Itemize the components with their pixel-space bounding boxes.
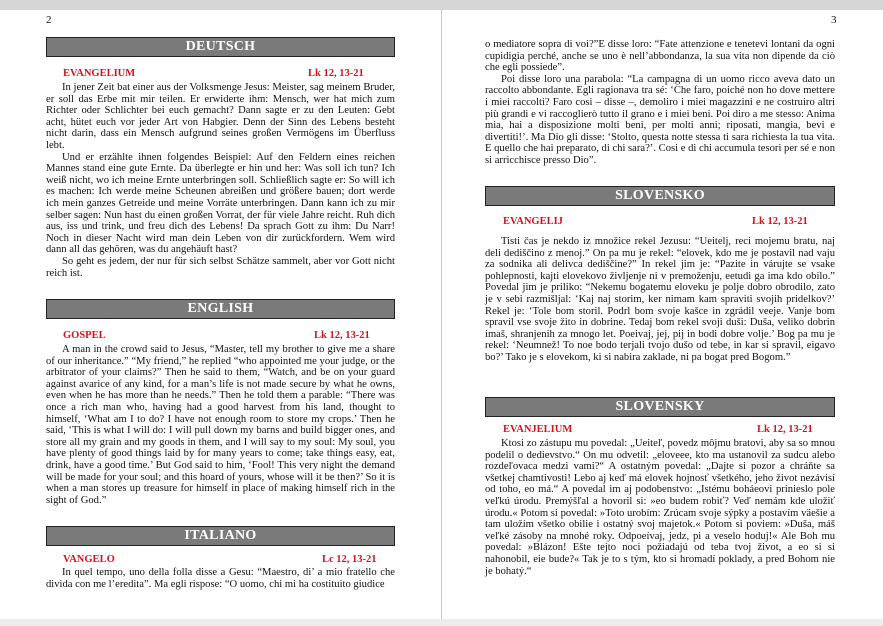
reading-heading-english [46, 329, 395, 342]
reading-heading-italiano [46, 553, 395, 566]
section-italiano [46, 526, 395, 590]
reading-reference: Lk 12, 13-21 [757, 424, 813, 435]
section-banner-english: ENGLISH [46, 299, 395, 319]
section-banner-slovensko: SLOVENSKO [485, 186, 835, 206]
paragraph: In jener Zeit bat einer aus der Volksmenge Jesus: Meister, sag meinem Bruder, er soll das Erbe mit mir teilen. Er erwiderte ihm: Mensch, wer hat mich zum Richter oder Schlichter bei euch gemacht? Dann sagte er zu den Leuten: Gebt acht, hütet euch vor jeder Art von Habgier. Denn der Sinn des Lebens besteht nicht darin, dass ein Mensch aufgrund seines großen Vermögens im Überfluss lebt. [46, 82, 395, 151]
paragraph: So geht es jedem, der nur für sich selbst Schätze sammelt, aber vor Gott nicht reich ist. [46, 255, 395, 279]
section-banner-deutsch: DEUTSCH [46, 37, 395, 57]
reading-label: EVANGELIJ [503, 216, 563, 227]
reading-reference: Lk 12, 13-21 [752, 216, 808, 227]
page-number-right: 3 [831, 14, 837, 26]
paragraph: A man in the crowd said to Jesus, “Master, tell my brother to give me a share of our inheritance.” “My friend,” he replied “who appointed me your judge, or the arbitrator of your claims?” Then he said to them, “Watch, and be on your guard against avarice of any kind, for a man’s life is not made secure by what he owns, even when he has more than he needs.” Then he told them a parable: “There was once a rich man who, having had a good harvest from his land, thought to himself, ‘What am I to do? I have not enough room to store my crops.’ Then he said, ‘This is what I will do: I will pull down my barns and build bigger ones, and store all my grain and my goods in them, and I will say to my soul: My soul, you have plenty of good things laid by for many years to come; take things easy, eat, drink, have a good time.’ But God said to him, ‘Fool! This very night the demand will be made for your soul; and this hoard of yours, whose will it be then?’ So it is when a man stores up treasure for himself in place of making himself rich in the sight of God.” [46, 344, 395, 506]
reading-reference: Lk 12, 13-21 [308, 68, 364, 79]
reading-heading-deutsch [46, 67, 395, 80]
reading-label: GOSPEL [63, 330, 106, 341]
reading-reference: Lk 12, 13-21 [314, 330, 370, 341]
reading-reference: Lc 12, 13-21 [322, 554, 377, 565]
reading-label: EVANJELIUM [503, 424, 573, 435]
paragraph: o mediatore sopra di voi?”E disse loro: “Fate attenzione e tenetevi lontani da ogni cupidigia perché, anche se uno è nell’abbondanza, la sua vita non dipende da ciò che egli possiede”. [485, 39, 835, 74]
reading-heading-slovensko [485, 215, 835, 228]
paragraph: In quel tempo, uno della folla disse a Gesu: “Maestro, di’ a mio fratello che divida con me l’eredita”. Ma egli rispose: “O uomo, chi mi ha costituito giudice [46, 567, 395, 590]
reading-label: VANGELO [63, 554, 115, 565]
viewer-bottom-edge [0, 619, 883, 626]
reading-label: EVANGELIUM [63, 68, 136, 79]
paragraph: Und er erzählte ihnen folgendes Beispiel: Auf den Feldern eines reichen Mannes stand eine gute Ernte. Da überlegte er hin und her: Was soll ich tun? Ich weiß nicht, wo ich meine Ernte unterbringen soll. Schließlich sagte er: So will ich es machen: Ich werde meine Scheunen abreißen und größere bauen; dort werde ich mein ganzes Getreide und meine Vorräte unterbringen. Dann kann ich zu mir selber sagen: Nun hast du einen großen Vorrat, der für viele Jahre reicht. Ruh dich aus, iss und trink, und freu dich des Lebens! Da sprach Gott zu ihm: Du Narr! Noch in dieser Nacht wird man dein Leben von dir zurückfordern. Wem wird dann all das gehören, was du angehäuft hast? [46, 151, 395, 256]
section-english [46, 299, 395, 506]
section-slovensko [485, 186, 835, 364]
page-number-left: 2 [46, 14, 52, 26]
paragraph: Ktosi zo zástupu mu povedal: „Ueiteľ, povedz môjmu bratovi, aby sa so mnou podelil o dedievstvo.“ On mu odvetil: „eloveee, kto ma ustanovil za sudcu alebo rozdeľovaca medzi vami?“ A ostatným povedal: „Dajte si pozor a chráňte sa všetkej chamtivosti! Lebo aj keď má elovek hojnosť všetkého, jeho život nezávisí od toho, eo má.“ A povedal im aj podobenstvo: „Istému boháeovi prinieslo pole veľkú úrodu. Premýšľal a hovoril si: »eo budem robiť? Veď nemám kde uložiť úrodu.« Potom si povedal: »Toto urobím: Zrúcam svoje sýpky a postavím väešie a tam uložím všetko obilie i ostatný svoj majetok.« Potom si poviem: »Duša, máš veľké zásoby na mnohé roky. Odpoeívaj, jedz, pi a veselo hoduj!« Ale Boh mu povedal: »Blázon! Ešte tejto noci požiadajú od teba tvoj život, a eo si si nahonobil, eie bude?« Tak je to s tým, kto si hromadí poklady, a pred Bohom nie je bohatý.“ [485, 438, 835, 577]
section-deutsch [46, 37, 395, 279]
paragraph: Tisti čas je nekdo iz množice rekel Jezusu: “Ueitelj, reci mojemu bratu, naj deli dediščino z menoj.” On pa mu je rekel: “elovek, kdo me je postavil nad vaju za sodnika ali delivca dediščine?” In rekel jim je: “Pazite in várujte se vsake pohlepnosti, kajti elovekovo življenje ni v premoženju, eetudi ga ima kdo obilo.” Povedal jim je priliko: “Nekemu bogatemu eloveku je polje dobro obrodilo, zato je v sebi razmišljal: ‘Kaj naj storim, ker nimam kam spraviti svojih pridelkov?’ Rekel je: ‘Tole bom storil. Podrl bom svoje kašce in zgrádil veeje. Vanje bom spravil vse svoje žito in dobrine. Tedaj bom rekel svoji duši: Duša, veliko dobrin imaš, shranjenih za mnogo let. Poeivaj, jej, pij in bodi dobre volje.’ Bog pa mu je rekel: ‘Neumnež! To noe bodo terjali tvojo dušo od tebe, in kar si spravil, eigavo bo?’ Tako je s elovekom, ki si nabira zaklade, ni pa bogat pred Bogom.” [485, 236, 835, 363]
page-spine [441, 10, 442, 619]
italiano-continuation [485, 39, 835, 167]
section-banner-italiano: ITALIANO [46, 526, 395, 546]
section-banner-slovensky: SLOVENSKY [485, 397, 835, 417]
section-slovensky [485, 397, 835, 577]
reading-heading-slovensky [485, 423, 835, 436]
viewer-top-bar [0, 0, 883, 10]
paragraph: Poi disse loro una parabola: “La campagna di un uomo ricco aveva dato un raccolto abbondante. Egli ragionava tra sé: ‘Che faro, poiché non ho dove mettere i miei raccolti? Faro cosi – disse –, demoliro i miei magazzini e ne costruiro altri più grandi e vi raccoglierò tutto il grano e i miei beni. Poi diro a me stesso: Anima mia, hai a disposizione molti beni, per molti anni; riposati, mangia, bevi e divertiti!’. Ma Dio gli disse: ‘Stolto, questa notte stessa ti sara richiesta la tua vita. E quello che hai preparato, di chi sara?’. Cosi e di chi accumula tesori per sé e non si arricchisce presso Dio”. [485, 73, 835, 166]
